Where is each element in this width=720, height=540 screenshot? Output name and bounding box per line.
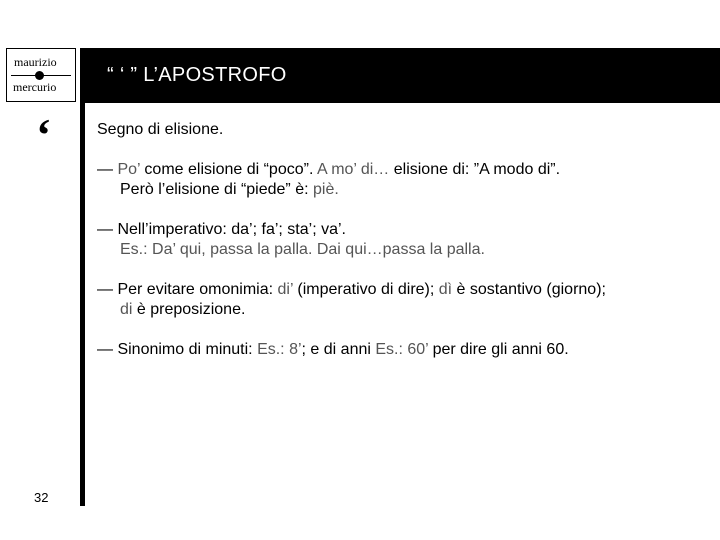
logo-line-1: maurizio xyxy=(14,55,57,69)
text-segment: — Per evitare omonimia: xyxy=(97,281,278,298)
example-text: Po’ xyxy=(117,161,140,178)
list-item xyxy=(97,340,707,360)
title-bar xyxy=(85,48,720,103)
text-segment: (imperativo di dire); xyxy=(292,281,439,298)
logo-dot-icon xyxy=(35,71,44,80)
text-segment: ; e di anni xyxy=(301,341,376,358)
text-segment: è sostantivo (giorno); xyxy=(452,281,606,298)
list-item xyxy=(97,280,707,320)
example-text: piè. xyxy=(313,181,339,198)
example-text: di’ xyxy=(277,281,293,298)
item-line xyxy=(97,160,707,180)
list-item xyxy=(97,160,707,200)
text-segment: come elisione di “poco”. xyxy=(139,161,317,178)
logo-line-2: mercurio xyxy=(13,80,57,94)
apostrophe-icon: ‘ xyxy=(36,109,52,160)
text-segment: è preposizione. xyxy=(132,301,246,318)
item-line xyxy=(97,340,707,360)
item-list xyxy=(97,160,707,360)
text-segment: — xyxy=(97,161,118,178)
slide-content xyxy=(97,120,707,380)
text-segment: — Sinonimo di minuti: xyxy=(97,341,258,358)
example-text: Es.: xyxy=(120,241,148,258)
text-segment: elisione di: ”A modo di”. xyxy=(389,161,561,178)
lead-text: Segno di elisione. xyxy=(97,121,224,138)
example-text: Da’ qui, passa la palla. Dai qui…passa la palla. xyxy=(147,241,485,258)
page-number: 32 xyxy=(34,490,49,505)
list-item xyxy=(97,220,707,260)
item-continuation-line xyxy=(97,240,707,260)
example-text: Es.: 8’ xyxy=(257,341,302,358)
text-segment: Però l’elisione di “piede” è: xyxy=(120,181,313,198)
example-text: di xyxy=(120,301,133,318)
logo xyxy=(6,48,76,102)
item-line xyxy=(97,220,707,240)
text-segment: per dire gli anni 60. xyxy=(428,341,569,358)
slide-title: “ ‘ ” L’APOSTROFO xyxy=(107,64,287,86)
example-text: Es.: 60’ xyxy=(375,341,429,358)
vertical-divider xyxy=(80,48,85,506)
item-line xyxy=(97,280,707,300)
item-continuation-line xyxy=(97,300,707,320)
text-segment: — Nell’imperativo: da’; fa’; sta’; va’. xyxy=(97,221,346,238)
example-text: dì xyxy=(438,281,453,298)
example-text: A mo’ di… xyxy=(316,161,390,178)
item-continuation-line xyxy=(97,180,707,200)
